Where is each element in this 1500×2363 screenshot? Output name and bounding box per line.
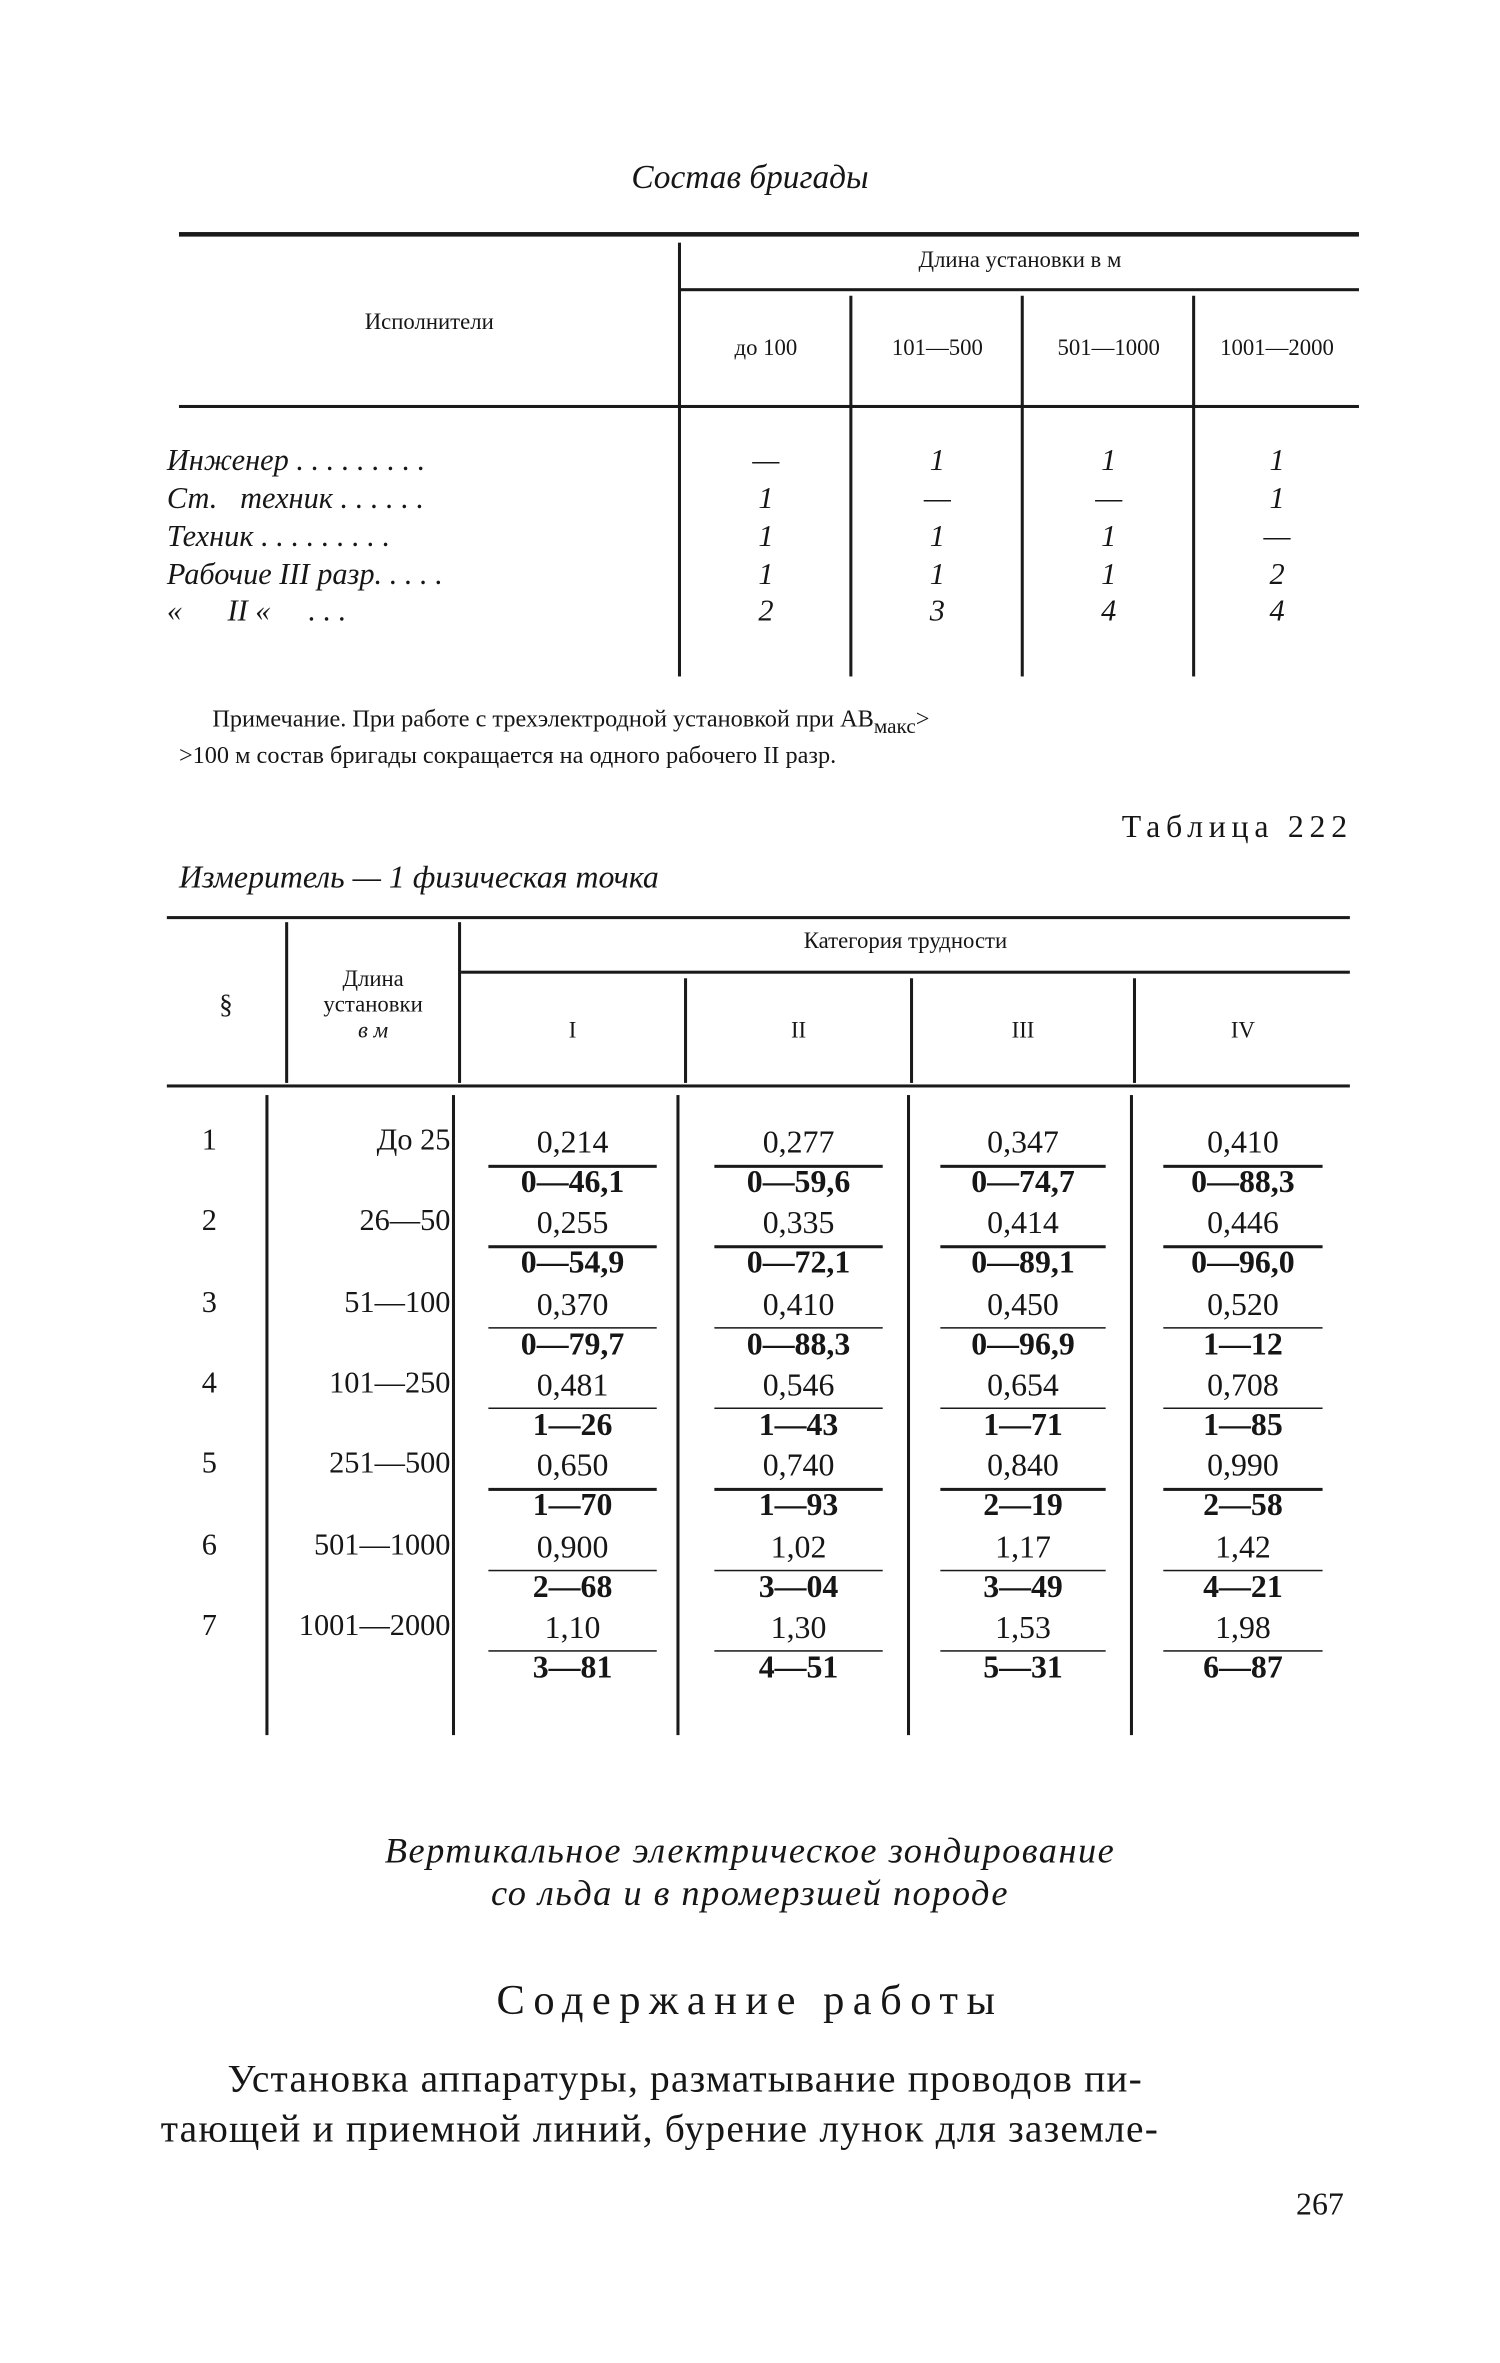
row-number: 6 — [201, 1528, 217, 1562]
table2-header-rule — [461, 971, 1350, 973]
row-length: 251—500 — [329, 1447, 451, 1481]
section-title-line-1: Вертикальное электрическое зондирование — [384, 1832, 1116, 1872]
table2-top-rule — [167, 916, 1350, 919]
cell-value: 1,98 — [1215, 1608, 1271, 1646]
row-number: 1 — [201, 1123, 217, 1158]
section-subtitle: Содержание работы — [496, 1977, 1004, 2025]
cell-norm: 1—85 — [1203, 1405, 1283, 1443]
cell-value: 1,42 — [1215, 1528, 1271, 1565]
row-number: 4 — [201, 1366, 217, 1400]
cell-value: 0,990 — [1207, 1447, 1279, 1484]
cell-value: 0,450 — [987, 1285, 1059, 1322]
table1-cell: 1 — [758, 520, 774, 554]
table1-title: Состав бригады — [631, 157, 869, 196]
cell-norm: 0—59,6 — [746, 1163, 851, 1200]
length-header-line: установки — [323, 993, 423, 1018]
cell-value: 0,481 — [536, 1366, 609, 1403]
table1-cell: 4 — [1269, 594, 1285, 628]
table1-cell: 1 — [1101, 520, 1117, 554]
row-length: 501—1000 — [313, 1528, 451, 1562]
cell-value: 1,53 — [995, 1608, 1051, 1646]
table1-cell: 1 — [758, 558, 774, 592]
cell-norm: 1—70 — [532, 1486, 613, 1524]
row-length: До 25 — [376, 1123, 451, 1158]
row-number: 7 — [201, 1608, 217, 1643]
note-subscript: макс — [873, 716, 916, 739]
table2-section-header: § — [219, 988, 233, 1020]
note-line-1 — [212, 707, 929, 741]
table1-cell: 2 — [758, 594, 774, 628]
table1-length-header: Длина установки в м — [918, 248, 1122, 274]
page-number: 267 — [1296, 2185, 1344, 2222]
cell-norm: 0—89,1 — [971, 1244, 1075, 1281]
table2-category: II — [790, 1019, 807, 1044]
table1-cell: — — [1263, 520, 1291, 554]
row-number: 3 — [201, 1285, 217, 1319]
row-length: 101—250 — [329, 1366, 451, 1400]
table1-cell: — — [923, 482, 951, 516]
cell-norm: 1—43 — [758, 1405, 839, 1443]
table1-top-rule — [179, 232, 1359, 237]
cell-norm: 4—21 — [1203, 1567, 1283, 1604]
cell-value: 0,410 — [1207, 1123, 1279, 1161]
cell-value: 0,520 — [1207, 1285, 1279, 1322]
row-number: 5 — [201, 1447, 217, 1481]
table1-cell: 4 — [1101, 594, 1117, 628]
table2-category: III — [1011, 1019, 1035, 1044]
cell-value: 0,900 — [536, 1528, 609, 1565]
cell-norm: 1—93 — [758, 1486, 839, 1524]
table1-cell: 1 — [1101, 558, 1117, 592]
cell-value: 0,335 — [762, 1204, 835, 1242]
length-header-line: Длина — [342, 967, 404, 992]
cell-norm: 3—81 — [532, 1648, 613, 1685]
cell-norm: 1—71 — [983, 1405, 1063, 1443]
table1-cell: 1 — [929, 444, 945, 478]
note-gt: > — [915, 706, 930, 733]
table1-cell: 1 — [758, 482, 774, 516]
table1-row-name: Техник . . . . . . . . . — [166, 520, 391, 554]
cell-value: 0,740 — [762, 1447, 835, 1484]
cell-value: 1,02 — [770, 1528, 827, 1565]
table2-divider — [452, 1095, 455, 1735]
table1-column-header: 101—500 — [891, 336, 983, 361]
table2-label: Таблица 222 — [1121, 808, 1353, 845]
row-length: 1001—2000 — [298, 1608, 451, 1643]
section-title-line-2: со льда и в промерзшей породе — [491, 1874, 1009, 1915]
cell-norm: 0—46,1 — [520, 1163, 625, 1200]
table1-column-header: 501—1000 — [1057, 336, 1160, 361]
table2-category: I — [568, 1019, 577, 1044]
cell-value: 0,214 — [536, 1123, 609, 1161]
table1-cell: 1 — [1269, 444, 1285, 478]
table2-category-header: Категория трудности — [803, 929, 1008, 955]
cell-value: 0,410 — [762, 1285, 835, 1322]
cell-norm: 5—31 — [983, 1648, 1063, 1685]
cell-norm: 0—72,1 — [746, 1244, 851, 1281]
cell-norm: 2—68 — [532, 1567, 613, 1604]
length-header-line: в м — [358, 1019, 389, 1044]
row-number: 2 — [201, 1204, 217, 1239]
cell-value: 0,414 — [987, 1204, 1059, 1242]
table1-cell: — — [752, 444, 780, 478]
cell-norm: 0—96,9 — [971, 1324, 1075, 1362]
cell-value: 0,347 — [987, 1123, 1059, 1161]
table1-body-rule — [179, 405, 1359, 408]
cell-norm: 0—79,7 — [520, 1324, 625, 1362]
table1-cell: 1 — [929, 558, 945, 592]
table1-cell: 1 — [1101, 444, 1117, 478]
table1-row-name: « II « . . . — [166, 594, 347, 628]
cell-norm: 1—26 — [532, 1405, 613, 1443]
cell-norm: 0—96,0 — [1191, 1244, 1295, 1281]
cell-value: 0,546 — [762, 1366, 835, 1403]
body-text-line-2: тающей и приемной линий, бурение лунок для заземле- — [160, 2106, 1160, 2151]
row-length: 51—100 — [344, 1285, 451, 1319]
table1-cell: 1 — [929, 520, 945, 554]
note-text: Примечание. При работе с трехэлектродной установкой при AB — [212, 706, 874, 733]
table2-body-rule — [167, 1084, 1350, 1087]
cell-value: 1,30 — [770, 1608, 827, 1646]
table1-column-header: до 100 — [734, 336, 798, 361]
cell-value: 0,255 — [536, 1204, 609, 1242]
cell-norm: 0—74,7 — [971, 1163, 1075, 1200]
cell-norm: 1—12 — [1203, 1324, 1283, 1362]
cell-value: 0,708 — [1207, 1366, 1279, 1403]
cell-norm: 2—19 — [983, 1486, 1063, 1524]
table1-row-name: Инженер . . . . . . . . . — [166, 444, 426, 478]
cell-norm: 0—88,3 — [746, 1324, 851, 1362]
table1-cell: 3 — [929, 594, 945, 628]
row-length: 26—50 — [359, 1204, 451, 1239]
body-text-line-1: Установка аппаратуры, разматывание проводов пи- — [227, 2056, 1143, 2101]
cell-value: 0,650 — [536, 1447, 609, 1484]
table1-cell: 1 — [1269, 482, 1285, 516]
cell-norm: 0—88,3 — [1191, 1163, 1295, 1200]
table2-category: IV — [1230, 1019, 1255, 1044]
cell-value: 1,10 — [544, 1608, 601, 1646]
cell-value: 0,840 — [987, 1447, 1059, 1484]
cell-value: 0,277 — [762, 1123, 835, 1161]
cell-norm: 3—49 — [983, 1567, 1063, 1604]
table2-measure: Измеритель — 1 физическая точка — [178, 858, 659, 895]
cell-norm: 4—51 — [758, 1648, 839, 1685]
table1-performers-header: Исполнители — [364, 310, 494, 336]
table1-cell: 2 — [1269, 558, 1285, 592]
table1-row-name: Ст. техник . . . . . . — [166, 482, 424, 516]
table1-cell: — — [1095, 482, 1123, 516]
cell-value: 0,446 — [1207, 1204, 1279, 1242]
table1-header-rule — [681, 288, 1359, 290]
cell-value: 0,370 — [536, 1285, 609, 1322]
cell-norm: 3—04 — [758, 1567, 839, 1604]
table2-length-header — [288, 968, 458, 1045]
cell-norm: 0—54,9 — [520, 1244, 625, 1281]
note-line-2: >100 м состав бригады сокращается на одного рабочего II разр. — [178, 743, 837, 769]
cell-value: 0,654 — [987, 1366, 1059, 1403]
table1-row-name: Рабочие III разр. . . . . — [166, 558, 443, 592]
cell-norm: 2—58 — [1203, 1486, 1283, 1524]
cell-norm: 6—87 — [1203, 1648, 1283, 1685]
table1-column-header: 1001—2000 — [1220, 336, 1334, 361]
cell-value: 1,17 — [995, 1528, 1051, 1565]
